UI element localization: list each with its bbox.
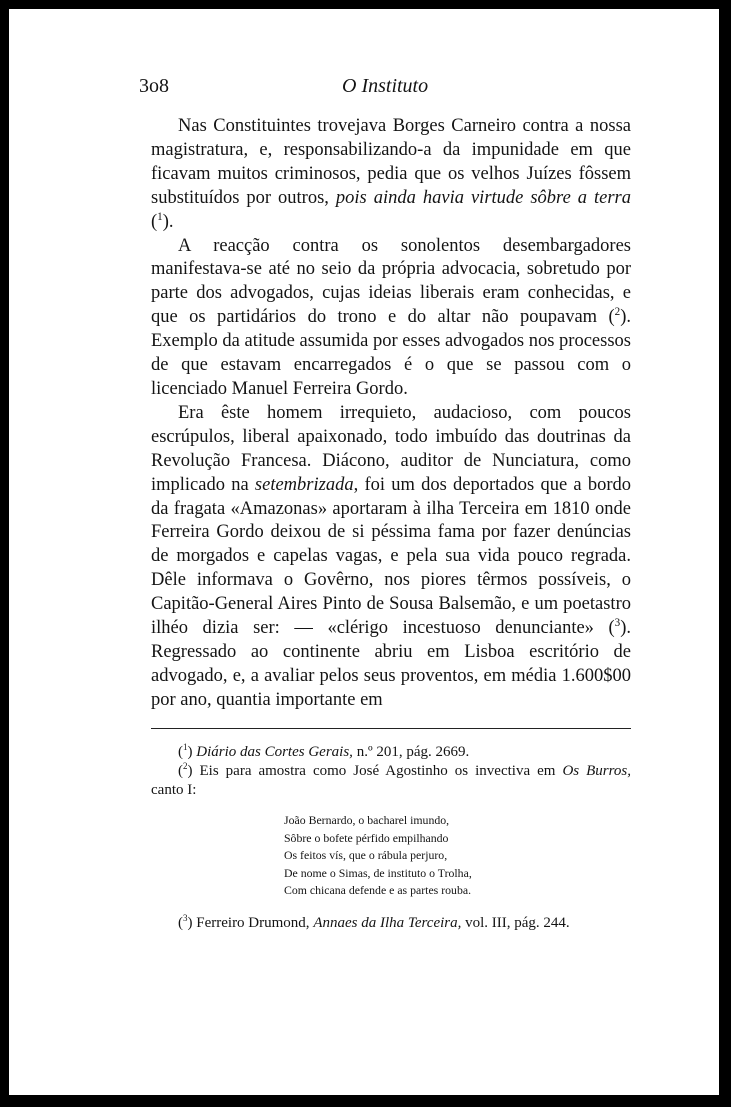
paragraph-3 (151, 402, 631, 713)
footnote-2-close: ) (187, 763, 193, 779)
footnote-3-text-end: vol. III, pág. 244. (461, 914, 570, 931)
verse-line: João Bernardo, o bacharel imundo, (284, 813, 450, 827)
footnote-3-marker: 3 (183, 912, 188, 923)
paragraph-1-italic: pois ainda havia virtude sôbre a terra (335, 187, 632, 208)
footnote-2-marker: 2 (183, 761, 188, 771)
footnotes (151, 743, 631, 933)
paragraph-3-end: ). Regressado ao continente abriu em Lisboa escritório de advogado, e, a avaliar pelos seus proventos, em média 1.600$00 por ano, quantia importante em (151, 618, 631, 710)
footnote-2-open: ( (178, 763, 183, 779)
page-number: 3o8 (139, 75, 169, 97)
footnote-ref-1: 1 (157, 210, 163, 223)
paragraph-1-paren: ( (151, 211, 158, 232)
body-text (151, 115, 631, 713)
footnote-2-text: Eis para amostra como José Agostinho os invectiva em (192, 763, 563, 779)
footnote-3-open: ( (178, 914, 183, 931)
verse-line: Com chicana defende e as partes rouba. (284, 883, 472, 897)
paragraph-3-italic: setembrizada (254, 474, 354, 495)
verse-line: Os feitos vís, que o rábula perjuro, (284, 848, 448, 862)
paragraph-1-text: Nas Constituintes trovejava Borges Carneiro contra a nossa magistratura, e, responsabilizando-a da impunidade em que ficavam muitos criminosos, pedia que os velhos Juízes fôssem substituídos por outros, (151, 116, 631, 208)
footnote-3-text: Ferreiro Drumond, (192, 914, 314, 931)
footnote-3-italic: Annaes da Ilha Terceira, (313, 914, 462, 931)
footnote-2-text-end: canto I: (151, 782, 197, 798)
footnote-2-italic: Os Burros, (562, 763, 631, 779)
book-page (9, 9, 719, 1095)
running-title: O Instituto (342, 75, 429, 97)
footnote-1-open: ( (178, 744, 183, 760)
paragraph-1 (151, 115, 631, 235)
paragraph-2-text: A reacção contra os sonolentos desembargadores manifestava-se até no seio da própria advocacia, sobretudo por parte dos advogados, cujas ideias liberais eram conhecidas, e que os partidários do trono e do altar não poupavam ( (151, 235, 631, 328)
footnote-1-text: n.º 201, pág. 2669. (352, 744, 470, 760)
footnote-ref-3: 3 (614, 616, 621, 629)
verse-quote (284, 812, 631, 900)
footnote-1-marker: 1 (183, 742, 188, 752)
footnote-3 (151, 914, 631, 933)
footnote-ref-2: 2 (614, 306, 621, 319)
paragraph-1-end: ). (162, 211, 174, 232)
paragraph-2 (151, 235, 631, 402)
paragraph-2-end: ). Exemplo da atitude assumida por esses advogados nos processos de que estavam encarregados é o que se passou com o licenciado Manuel Ferreira Gordo. (151, 307, 631, 399)
footnote-2 (151, 762, 631, 800)
paragraph-3-text: Era êste homem irrequieto, audacioso, com poucos escrúpulos, liberal apaixonado, todo imbuído das doutrinas da Revolução Francesa. Diácono, auditor de Nunciatura, como implicado na (151, 402, 631, 495)
footnote-1 (151, 743, 631, 762)
verse-line: De nome o Simas, de instituto o Trolha, (284, 865, 472, 880)
footnote-1-close: ) (187, 744, 193, 760)
footnote-3-close: ) (187, 914, 193, 931)
footnote-separator (151, 728, 631, 729)
paragraph-3-middle: , foi um dos deportados que a bordo da fragata «Amazonas» aportaram à ilha Terceira em 1810 onde Ferreira Gordo deixou de si péssima fama por fazer denúncias de morgados e capelas vagas, e pela sua vida pouco regrada. Dêle informava o Govêrno, nos piores têrmos possíveis, o Capitão-General Aires Pinto de Sousa Balsemão, e um poetastro ilhéo dizia ser: — «clérigo incestuoso denunciante» ( (151, 474, 631, 639)
footnote-1-italic: Diário das Cortes Gerais, (196, 744, 353, 760)
page-header (9, 75, 719, 101)
verse-line: Sôbre o bofete pérfido empilhando (284, 830, 449, 845)
